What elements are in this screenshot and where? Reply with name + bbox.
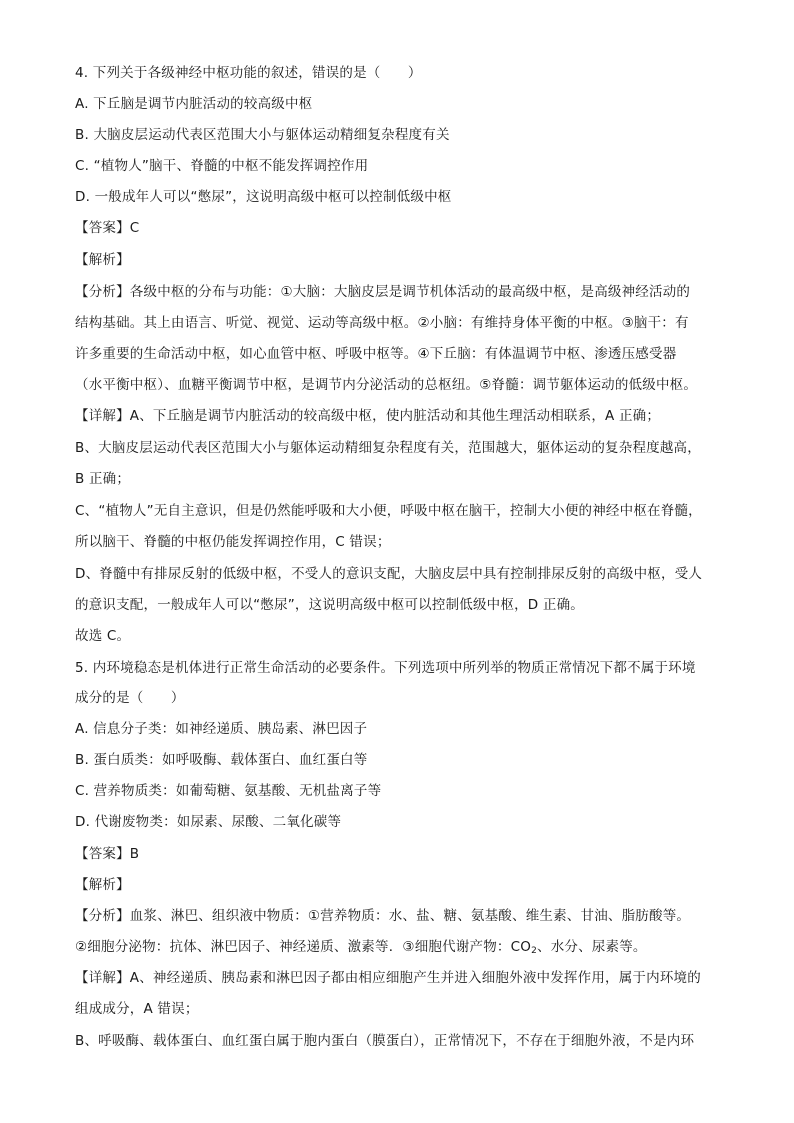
question-4-detail-line-6: D、脊髓中有排尿反射的低级中枢，不受人的意识支配，大脑皮层中具有控制排尿反射的高级中枢，受人 [75, 566, 703, 582]
question-4-option-c: C. “植物人”脑干、脊髓的中枢不能发挥调控作用 [75, 158, 369, 174]
question-4-fenxi-line-2: 结构基础。其上由语言、听觉、视觉、运动等高级中枢。②小脑：有维持身体平衡的中枢。③脑干：有 [75, 315, 689, 331]
fenxi2-subscript: 2 [531, 946, 537, 956]
question-5-detail-line-2: 组成成分，A 错误； [75, 1001, 199, 1017]
fenxi2-after: 、水分、尿素等。 [537, 939, 647, 955]
question-4-answer: 【答案】C [75, 220, 140, 236]
question-5-analysis-label: 【解析】 [75, 877, 130, 893]
question-4-option-d: D. 一般成年人可以“憋尿”，这说明高级中枢可以控制低级中枢 [75, 189, 452, 205]
question-4-detail-line-1: 【详解】A、下丘脑是调节内脏活动的较高级中枢，使内脏活动和其他生理活动相联系，A 正确； [75, 408, 661, 424]
question-5-answer: 【答案】B [75, 846, 140, 862]
question-5-stem-line-1: 5. 内环境稳态是机体进行正常生命活动的必要条件。下列选项中所列举的物质正常情况下都不属于环境 [75, 660, 696, 676]
question-5-option-b: B. 蛋白质类：如呼吸酶、载体蛋白、血红蛋白等 [75, 752, 368, 768]
question-4-detail-line-4: C、“植物人”无自主意识，但是仍然能呼吸和大小便，呼吸中枢在脑干，控制大小便的神经中枢在脊髓， [75, 503, 702, 519]
question-4-detail-line-7: 的意识支配，一般成年人可以“憋尿”，这说明高级中枢可以控制低级中枢，D 正确。 [75, 597, 584, 613]
question-5-detail-line-3: B、呼吸酶、载体蛋白、血红蛋白属于胞内蛋白（膜蛋白），正常情况下，不存在于细胞外液，不是内环 [75, 1033, 695, 1049]
question-5-detail-line-1: 【详解】A、神经递质、胰岛素和淋巴因子都由相应细胞产生并进入细胞外液中发挥作用，属于内环境的 [75, 970, 701, 986]
question-4-fenxi-line-3: 许多重要的生命活动中枢，如心血管中枢、呼吸中枢等。④下丘脑：有体温调节中枢、渗透压感受器 [75, 346, 677, 362]
question-5-option-d: D. 代谢废物类：如尿素、尿酸、二氧化碳等 [75, 814, 342, 830]
question-5-stem-line-2: 成分的是（ ） [75, 690, 185, 706]
question-4-detail-line-5: 所以脑干、脊髓的中枢仍能发挥调控作用，C 错误； [75, 534, 391, 550]
question-4-detail-line-3: B 正确； [75, 471, 131, 487]
question-4-analysis-label: 【解析】 [75, 252, 130, 268]
question-4-detail-line-2: B、大脑皮层运动代表区范围大小与躯体运动精细复杂程度有关，范围越大，躯体运动的复杂程度越高， [75, 440, 701, 456]
question-5-fenxi-line-1: 【分析】血浆、淋巴、组织液中物质：①营养物质：水、盐、糖、氨基酸、维生素、甘油、脂肪酸等。 [75, 908, 691, 924]
question-4-detail-line-8: 故选 C。 [75, 628, 131, 644]
question-4-fenxi-line-4: （水平衡中枢）、血糖平衡调节中枢，是调节内分泌活动的总枢纽。⑤脊髓：调节躯体运动的低级中枢。 [75, 377, 698, 393]
question-4-option-b: B. 大脑皮层运动代表区范围大小与躯体运动精细复杂程度有关 [75, 127, 450, 143]
fenxi2-before: ②细胞分泌物：抗体、淋巴因子、神经递质、激素等．③细胞代谢产物：CO [75, 939, 532, 955]
question-5-option-a: A. 信息分子类：如神经递质、胰岛素、淋巴因子 [75, 721, 368, 737]
question-5-fenxi-line-2 [75, 938, 735, 956]
question-4-stem: 4. 下列关于各级神经中枢功能的叙述，错误的是（ ） [75, 65, 422, 81]
question-4-option-a: A. 下丘脑是调节内脏活动的较高级中枢 [75, 96, 313, 112]
question-4-fenxi-line-1: 【分析】各级中枢的分布与功能：①大脑：大脑皮层是调节机体活动的最高级中枢，是高级神经活动的 [75, 284, 691, 300]
question-5-option-c: C. 营养物质类：如葡萄糖、氨基酸、无机盐离子等 [75, 783, 382, 799]
